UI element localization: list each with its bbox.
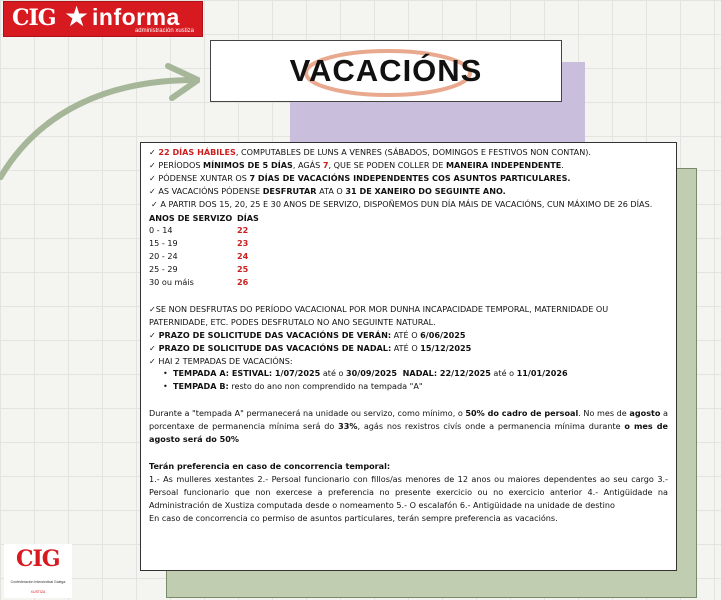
preference-note: En caso de concorrencia co permiso de asuntos particulares, terán sempre preferencia as vacacións. <box>149 512 558 523</box>
table-cell-range: 30 ou máis <box>149 276 194 287</box>
logo-brand: CIG <box>12 5 56 31</box>
table-row <box>149 263 668 276</box>
bold-text: ESTIVAL: 1/07/2025 <box>229 368 321 379</box>
bold-text: NADAL: 22/12/2025 <box>397 368 491 379</box>
line-text: , COMPUTABLES DE LUNS A VENRES (SÁBADOS, DOMINGOS E FESTIVOS NON CONTAN). <box>235 147 592 157</box>
line-text: . No mes de <box>578 408 630 419</box>
bold-text: 7 DÍAS DE VACACIÓNS INDEPENDENTES COS ASUNTOS PARTICULARES. <box>249 172 571 183</box>
line-text: , QUE SE PODEN COLLER DE <box>328 159 446 170</box>
bold-text: 33% <box>338 421 358 432</box>
spacer <box>149 393 668 407</box>
line-incapacidade: ✓SE NON DESFRUTAS DO PERÍODO VACACIONAL POR MOR DUNHA INCAPACIDADE TEMPORAL, MATERNIDADE OU PATERNIDADE, ETC. PODES DESFRUTALO NO ANO SEGUINTE NATURAL. <box>149 303 609 327</box>
preference-title <box>149 460 668 473</box>
bold-text: 31 DE XANEIRO DO SEGUINTE ANO. <box>345 185 506 196</box>
bold-text: 30/09/2025 <box>346 368 398 379</box>
line-text: ✓ AS VACACIÓNS PÓDENSE <box>149 185 263 196</box>
spacer <box>149 446 668 460</box>
tempada-a-text <box>173 367 568 380</box>
spacer <box>149 289 668 297</box>
line-desfrutar <box>149 185 668 198</box>
line-text: , agás nos rexistros civís onde a permanencia mínima durante <box>357 421 625 432</box>
line-text: Durante a "tempada A" permanecerá na unidade ou servizo, como mínimo, o <box>149 408 466 419</box>
star-icon: ★ <box>64 0 90 33</box>
highlight-7: 7 <box>322 159 329 170</box>
table-cell-days: 24 <box>237 251 249 262</box>
table-cell-days: 22 <box>237 225 249 236</box>
logo2-org: Confederación Intersindical Galega <box>10 580 66 584</box>
bullet-icon: • <box>163 368 168 379</box>
table-cell-range: 0 - 14 <box>149 225 173 236</box>
line-text: até o <box>320 368 347 379</box>
tempada-b-text <box>173 380 423 393</box>
line-periodos <box>149 159 668 172</box>
logo-subtitle: administración xustiza <box>134 28 194 34</box>
line-xuntar <box>149 172 668 185</box>
bold-text: Terán preferencia en caso de concorrencia temporal: <box>149 460 391 471</box>
tempadas-list <box>163 367 668 393</box>
table-col-dias: DÍAS <box>237 212 259 223</box>
table-row <box>149 276 668 289</box>
bold-text: agosto <box>629 408 661 419</box>
check-mark: ✓ <box>149 147 159 157</box>
list-item-tempada-b <box>163 380 668 393</box>
line-text: até o <box>490 368 517 379</box>
date-text: 15/12/2025 <box>420 342 472 353</box>
logo2-brand: CIG <box>16 546 60 572</box>
preference-list: 1.- As mulleres xestantes 2.- Persoal funcionario con fillos/as menores de 12 anos ou maiores dependentes ao seu cargo 3.- Persoal funcionario que non exercese a preferencia no presente exercicio ou no exercicio anterior 4.- Antigüidade na Administración de Xustiza computada desde o nomeamento 5.- O escalafón 6.- Antigüidade na unidade de destino <box>149 473 668 510</box>
table-cell-range: 15 - 19 <box>149 238 178 249</box>
service-days-table <box>149 212 668 289</box>
line-text: ATA O <box>316 185 346 196</box>
line-text: a porcentaxe de permanencia mínima será do <box>149 408 668 432</box>
table-cell-days: 25 <box>237 264 249 275</box>
line-text: . <box>561 159 564 170</box>
table-row <box>149 250 668 263</box>
bold-text: o mes de agosto será do 50% <box>149 421 668 445</box>
bold-text: TEMPADA B: <box>173 381 229 392</box>
table-row <box>149 224 668 237</box>
cig-informa-logo <box>3 1 203 37</box>
date-text: 6/06/2025 <box>420 329 466 340</box>
line-text: , AGÁS <box>292 159 323 170</box>
bold-text: DESFRUTAR <box>262 185 317 196</box>
table-header <box>149 212 668 225</box>
logo2-area: XUSTIZA <box>30 590 46 594</box>
line-prazo-nadal <box>149 342 668 355</box>
bold-text: 50% do cadro de persoal <box>465 408 579 419</box>
title-card <box>210 40 562 102</box>
table-cell-days: 26 <box>237 276 249 287</box>
bold-text: ✓ PRAZO DE SOLICITUDE DAS VACACIÓNS DE VERÁN: <box>149 329 392 340</box>
bold-text: 11/01/2026 <box>516 368 568 379</box>
line-tempadas: ✓ HAI 2 TEMPADAS DE VACACIÓNS: <box>149 355 293 366</box>
table-col-anos: ANOS DE SERVIZO <box>149 212 233 223</box>
content-box <box>140 142 677 571</box>
table-row <box>149 237 668 250</box>
paragraph-permanencia <box>149 407 668 446</box>
list-item-tempada-a <box>163 367 668 380</box>
page-title: VACACIÓNS <box>289 53 483 88</box>
line-text: ✓ PÓDENSE XUNTAR OS <box>149 172 250 183</box>
cig-xustiza-logo <box>4 544 72 598</box>
line-anos-servizo: ✓ A PARTIR DOS 15, 20, 25 E 30 ANOS DE SERVIZO, DISPOÑEMOS DUN DÍA MÁIS DE VACACIÓNS, CUN MÁXIMO DE 26 DÍAS. <box>151 198 653 209</box>
table-cell-range: 25 - 29 <box>149 264 178 275</box>
bold-text: ✓ PRAZO DE SOLICITUDE DAS VACACIÓNS DE NADAL: <box>149 342 392 353</box>
table-cell-days: 23 <box>237 238 249 249</box>
bold-text: MANEIRA INDEPENDENTE <box>445 159 562 170</box>
line-text: resto do ano non comprendido na tempada "A" <box>228 381 423 392</box>
logo-name: informa <box>92 4 180 30</box>
line-text: ATÉ O <box>391 329 421 340</box>
line-text: ATÉ O <box>391 342 421 353</box>
line-dias-habiles <box>149 146 668 159</box>
line-prazo-veran <box>149 329 668 342</box>
bold-text: TEMPADA A: <box>173 368 230 379</box>
bold-text: MÍNIMOS DE 5 DÍAS <box>203 159 293 170</box>
table-cell-range: 20 - 24 <box>149 251 178 262</box>
bullet-icon: • <box>163 381 168 392</box>
line-text: ✓ PERÍODOS <box>149 159 204 170</box>
highlight-22-dias: 22 DÍAS HÁBILES <box>158 147 236 157</box>
